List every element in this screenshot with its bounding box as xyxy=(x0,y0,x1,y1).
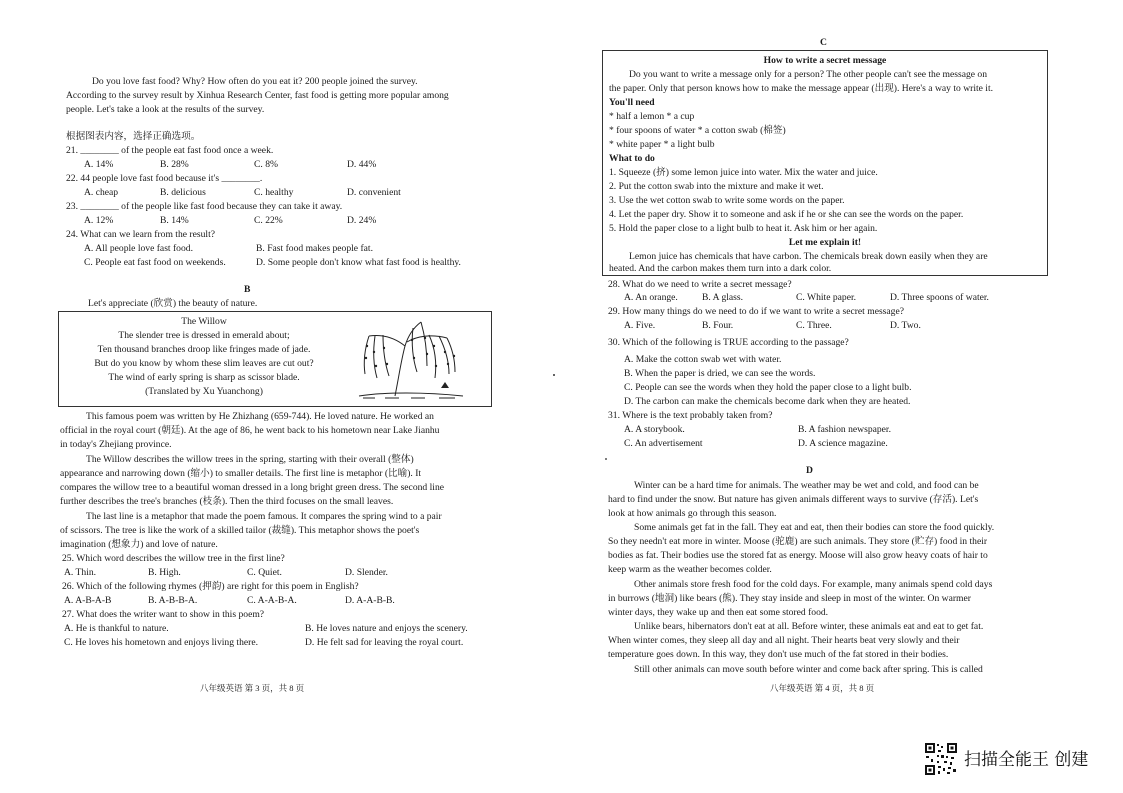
q24-option-a: A. All people love fast food. xyxy=(84,243,193,254)
section-b-label: B xyxy=(244,284,251,295)
q22-option-a: A. cheap xyxy=(84,187,119,198)
q31-option-d: D. A science magazine. xyxy=(798,438,888,449)
d-p3-line-1: Other animals store fresh food for the cold days. For example, many animals spend cold days xyxy=(634,579,993,590)
q29-option-a: A. Five. xyxy=(624,320,656,331)
q29-option-c: C. Three. xyxy=(796,320,832,331)
q24-option-d: D. Some people don't know what fast food is healthy. xyxy=(256,257,461,268)
q31-stem: 31. Where is the text probably taken from? xyxy=(608,410,773,421)
section-c-label: C xyxy=(820,37,827,48)
q24-option-b: B. Fast food makes people fat. xyxy=(256,243,373,254)
scan-speck xyxy=(605,458,607,460)
d-p1-line-3: look at how animals go through this season. xyxy=(608,508,777,519)
need-item-1: * half a lemon * a cup xyxy=(609,111,695,122)
q21-option-d: D. 44% xyxy=(347,159,377,170)
intro-line-2: According to the survey result by Xinhua Research Center, fast food is getting more popular among xyxy=(66,90,449,101)
secret-message-box xyxy=(602,50,1048,276)
left-page xyxy=(0,0,560,793)
q22-option-d: D. convenient xyxy=(347,187,401,198)
para2-line-3: compares the willow tree to a beautiful woman dressed in a long bright green dress. The second line xyxy=(60,482,444,493)
willow-illustration xyxy=(355,316,467,400)
q21-option-a: A. 14% xyxy=(84,159,114,170)
poem-box xyxy=(58,311,492,407)
poem-line-3: But do you know by whom these slim leaves are cut out? xyxy=(94,358,314,369)
q24-stem: 24. What can we learn from the result? xyxy=(66,229,215,240)
q28-option-d: D. Three spoons of water. xyxy=(890,292,989,303)
q31-option-b: B. A fashion newspaper. xyxy=(798,424,891,435)
q23-option-b: B. 14% xyxy=(160,215,189,226)
step-2: 2. Put the cotton swab into the mixture and make it wet. xyxy=(609,181,824,192)
para2-line-1: The Willow describes the willow trees in the spring, starting with their overall (整体) xyxy=(86,454,414,465)
q27-stem: 27. What does the writer want to show in this poem? xyxy=(62,609,265,620)
q31-option-c: C. An advertisement xyxy=(624,438,703,449)
poem-line-1: The slender tree is dressed in emerald about; xyxy=(118,330,290,341)
q28-option-c: C. White paper. xyxy=(796,292,857,303)
poem-credit: (Translated by Xu Yuanchong) xyxy=(145,386,263,397)
q22-option-b: B. delicious xyxy=(160,187,206,198)
d-p3-line-3: winter days, they wake up and then eat some stored food. xyxy=(608,607,829,618)
poem-title: The Willow xyxy=(181,316,227,327)
q28-option-b: B. A glass. xyxy=(702,292,744,303)
q27-option-c: C. He loves his hometown and enjoys living there. xyxy=(64,637,258,648)
scan-speck xyxy=(553,374,555,376)
para3-line-2: of scissors. The tree is like the work of a skilled tailor (裁缝). This metaphor shows the poet's xyxy=(60,525,420,536)
q30-stem: 30. Which of the following is TRUE according to the passage? xyxy=(608,337,849,348)
d-p2-line-4: keep warm as the weather becomes colder. xyxy=(608,564,772,575)
q25-option-b: B. High. xyxy=(148,567,181,578)
q26-option-d: D. A-A-B-B. xyxy=(345,595,395,606)
intro-line-1: Do you love fast food? Why? How often do you eat it? 200 people joined the survey. xyxy=(92,76,418,87)
para3-line-3: imagination (想象力) and love of nature. xyxy=(60,539,218,550)
poem-line-2: Ten thousand branches droop like fringes made of jade. xyxy=(97,344,311,355)
step-4: 4. Let the paper dry. Show it to someone and ask if he or she can see the words on the paper. xyxy=(609,209,964,220)
q30-option-a: A. Make the cotton swab wet with water. xyxy=(624,354,782,365)
q26-option-c: C. A-A-B-A. xyxy=(247,595,297,606)
q26-stem: 26. Which of the following rhymes (押韵) are right for this poem in English? xyxy=(62,581,359,592)
para2-line-4: further describes the tree's branches (枝条). Then the third focuses on the small leaves. xyxy=(60,496,394,507)
d-p3-line-2: in burrows (地洞) like bears (熊). They stay inside and sleep in most of the winter. On warmer xyxy=(608,593,971,604)
q25-option-a: A. Thin. xyxy=(64,567,97,578)
q27-option-d: D. He felt sad for leaving the royal court. xyxy=(305,637,464,648)
poem-line-4: The wind of early spring is sharp as scissor blade. xyxy=(108,372,300,383)
d-p2-line-1: Some animals get fat in the fall. They eat and eat, then their bodies can store the food quickly. xyxy=(634,522,995,533)
need-item-3: * white paper * a light bulb xyxy=(609,139,715,150)
q29-option-b: B. Four. xyxy=(702,320,734,331)
q21-option-b: B. 28% xyxy=(160,159,189,170)
section-b-intro: Let's appreciate (欣赏) the beauty of nature. xyxy=(88,298,258,309)
todo-title: What to do xyxy=(609,153,655,164)
q23-stem: 23. ________ of the people like fast food because they can take it away. xyxy=(66,201,343,212)
q23-option-a: A. 12% xyxy=(84,215,114,226)
box-title: How to write a secret message xyxy=(763,55,887,66)
q28-stem: 28. What do we need to write a secret message? xyxy=(608,279,792,290)
para2-line-2: appearance and narrowing down (缩小) to smaller details. The first line is metaphor (比喻). It xyxy=(60,468,422,479)
q27-option-b: B. He loves nature and enjoys the scenery. xyxy=(305,623,468,634)
need-item-2: * four spoons of water * a cotton swab (棉签) xyxy=(609,125,786,136)
d-p2-line-3: bodies as fat. Their bodies use the stored fat as energy. Moose will also grow heavy coats of hair to xyxy=(608,550,988,561)
q25-option-d: D. Slender. xyxy=(345,567,388,578)
page-footer: 八年级英语 第 4 页，共 8 页 xyxy=(770,683,875,693)
d-p4-line-3: temperature goes down. In this way, they don't use much of the fat stored in their bodies. xyxy=(608,649,949,660)
scanner-watermark: 扫描全能王 创建 xyxy=(964,750,1089,770)
q31-option-a: A. A storybook. xyxy=(624,424,685,435)
q30-option-d: D. The carbon can make the chemicals become dark when they are heated. xyxy=(624,396,911,407)
q30-option-b: B. When the paper is dried, we can see the words. xyxy=(624,368,816,379)
q25-stem: 25. Which word describes the willow tree in the first line? xyxy=(62,553,285,564)
q26-option-b: B. A-B-B-A. xyxy=(148,595,198,606)
d-p2-line-2: So they needn't eat more in winter. Moose (驼鹿) are such animals. They store (贮存) food in their xyxy=(608,536,988,547)
page-footer: 八年级英语 第 3 页，共 8 页 xyxy=(200,683,305,693)
box-intro-2: the paper. Only that person knows how to make the message appear (出现). Here's a way to write it. xyxy=(609,83,994,94)
explain-line-2: heated. And the carbon makes them turn into a dark color. xyxy=(609,263,832,274)
q25-option-c: C. Quiet. xyxy=(247,567,282,578)
para1-line-2: official in the royal court (朝廷). At the age of 86, he went back to his hometown near Lake Jianhu xyxy=(60,425,440,436)
explain-title: Let me explain it! xyxy=(788,237,862,248)
intro-line-3: people. Let's take a look at the results of the survey. xyxy=(66,104,265,115)
q30-option-c: C. People can see the words when they hold the paper close to a light bulb. xyxy=(624,382,912,393)
q27-option-a: A. He is thankful to nature. xyxy=(64,623,169,634)
q24-option-c: C. People eat fast food on weekends. xyxy=(84,257,226,268)
qr-code-icon xyxy=(924,742,958,776)
d-p4-line-2: When winter comes, they sleep all day and all night. Their hearts beat very slowly and their xyxy=(608,635,960,646)
para1-line-1: This famous poem was written by He Zhizhang (659-744). He loved nature. He worked an xyxy=(86,411,434,422)
q29-option-d: D. Two. xyxy=(890,320,921,331)
d-p5-line-1: Still other animals can move south before winter and come back after spring. This is called xyxy=(634,664,983,675)
box-intro-1: Do you want to write a message only for a person? The other people can't see the message on xyxy=(629,69,988,80)
step-1: 1. Squeeze (挤) some lemon juice into water. Mix the water and juice. xyxy=(609,167,878,178)
q21-option-c: C. 8% xyxy=(254,159,278,170)
q23-option-d: D. 24% xyxy=(347,215,377,226)
q26-option-a: A. A-B-A-B xyxy=(64,595,112,606)
q21-stem: 21. ________ of the people eat fast food once a week. xyxy=(66,145,274,156)
step-3: 3. Use the wet cotton swab to write some words on the paper. xyxy=(609,195,845,206)
d-p1-line-2: hard to find under the snow. But nature has given animals different ways to survive (存活). Let's xyxy=(608,494,979,505)
d-p4-line-1: Unlike bears, hibernators don't eat at all. Before winter, these animals eat and eat to get fat. xyxy=(634,621,984,632)
para3-line-1: The last line is a metaphor that made the poem famous. It compares the spring wind to a pair xyxy=(86,511,442,522)
q22-stem: 22. 44 people love fast food because it's ________. xyxy=(66,173,263,184)
q22-option-c: C. healthy xyxy=(254,187,294,198)
right-page xyxy=(560,0,1123,793)
q29-stem: 29. How many things do we need to do if we want to write a secret message? xyxy=(608,306,904,317)
q28-option-a: A. An orange. xyxy=(624,292,678,303)
section-d-label: D xyxy=(806,465,813,476)
explain-line-1: Lemon juice has chemicals that have carbon. The chemicals break down easily when they are xyxy=(629,251,988,262)
instruction: 根据图表内容，选择正确选项。 xyxy=(66,131,201,142)
step-5: 5. Hold the paper close to a light bulb to heat it. Ask him or her again. xyxy=(609,223,878,234)
q23-option-c: C. 22% xyxy=(254,215,283,226)
need-title: You'll need xyxy=(609,97,655,108)
para1-line-3: in today's Zhejiang province. xyxy=(60,439,172,450)
d-p1-line-1: Winter can be a hard time for animals. The weather may be wet and cold, and food can be xyxy=(634,480,979,491)
